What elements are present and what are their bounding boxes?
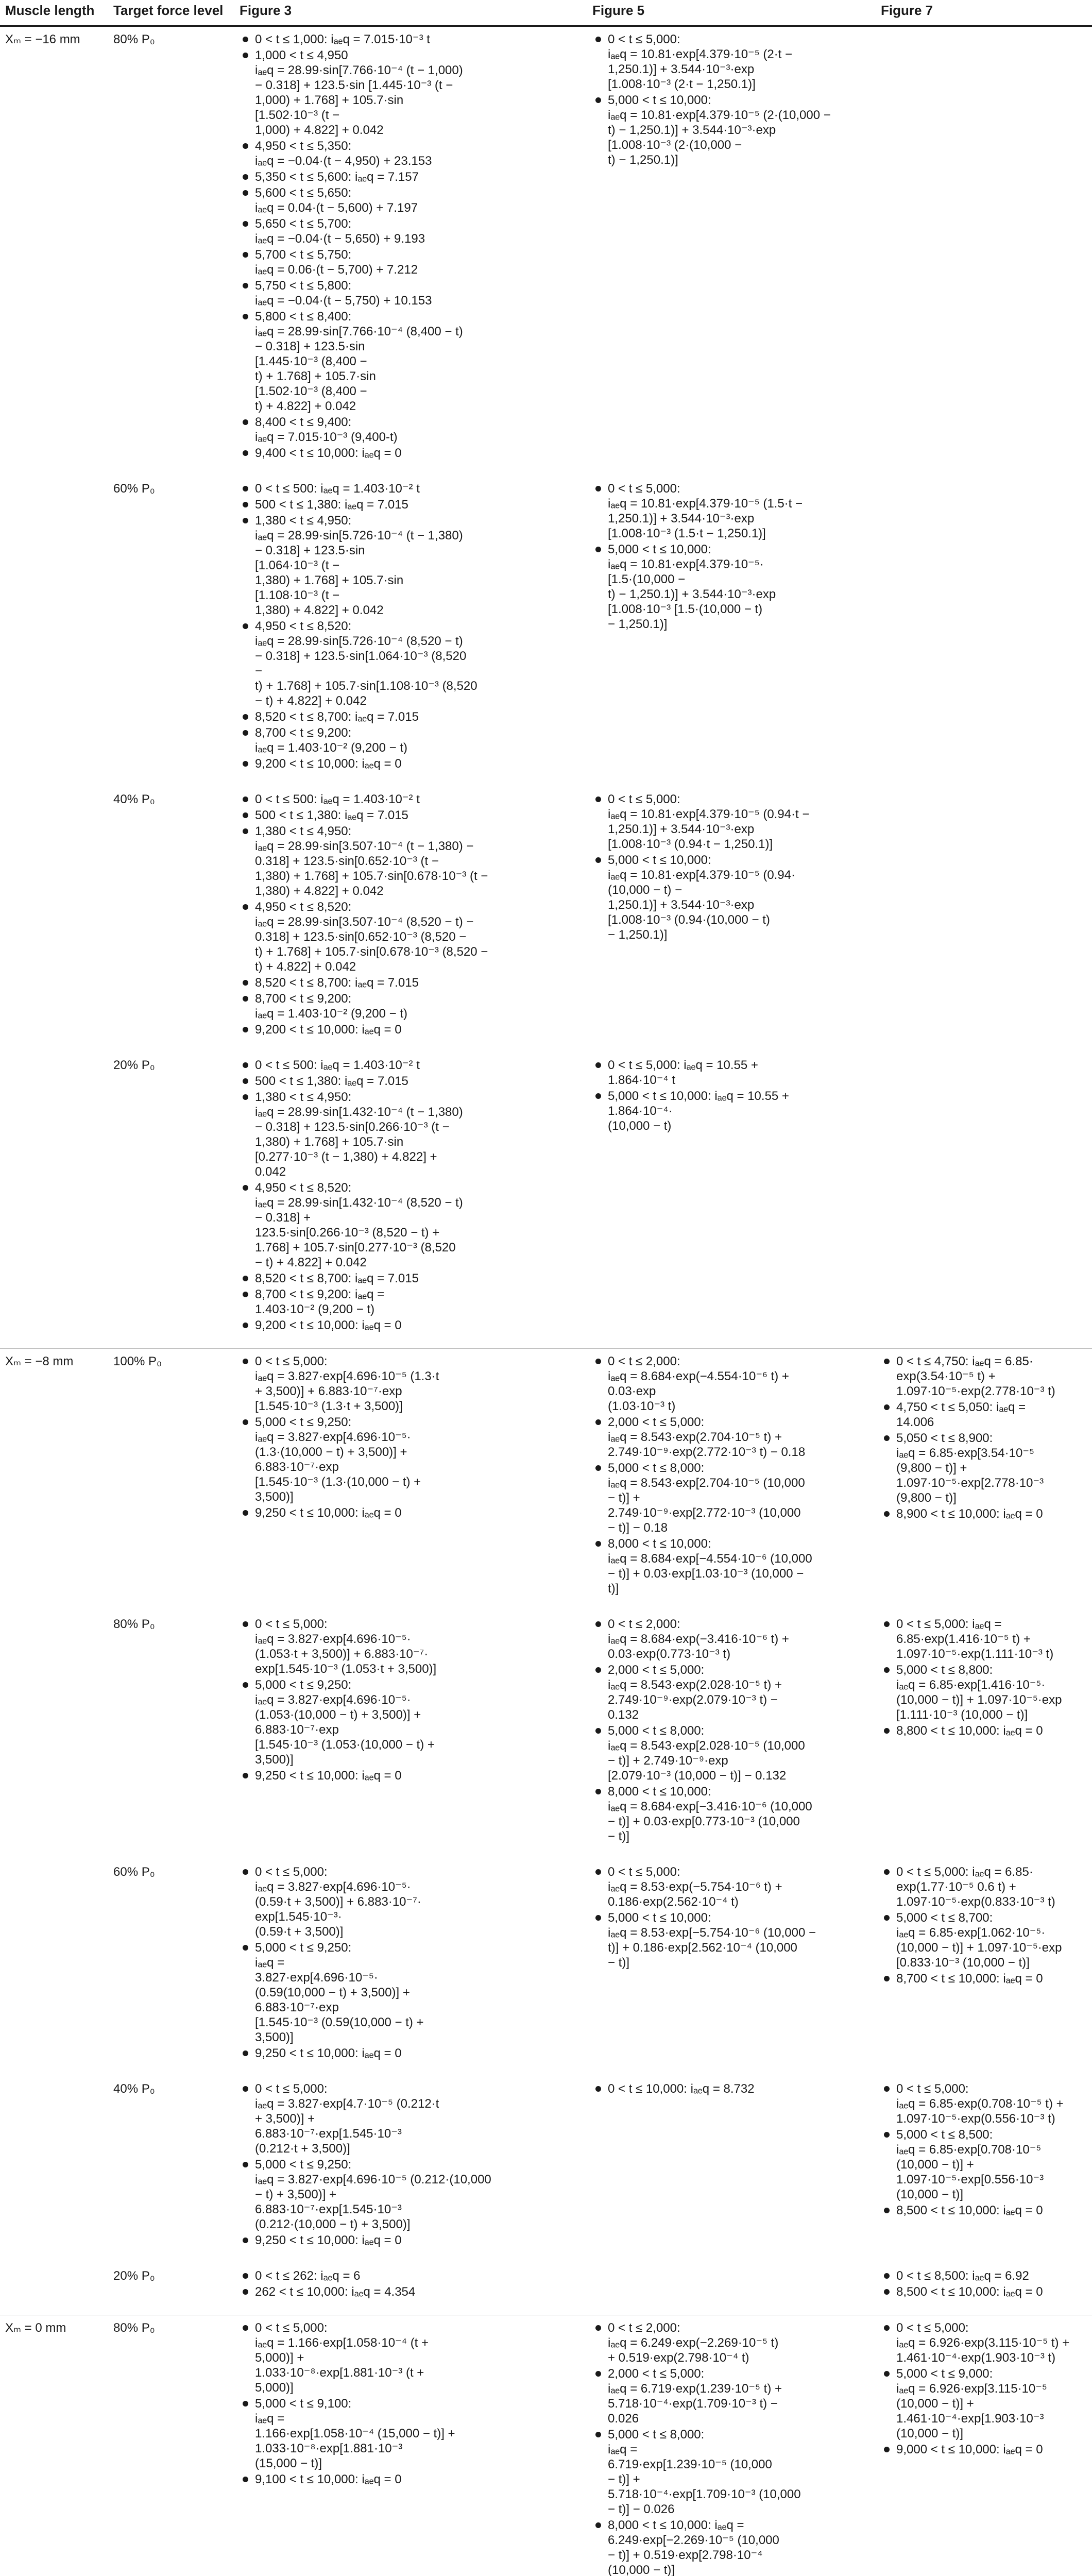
equation-item: 9,250 < t ≤ 10,000: iₐₑq = 0 [240,1768,582,1783]
equation-list [592,1617,871,1844]
equation-item: 0 < t ≤ 500: iₐₑq = 1.403·10⁻² t [240,792,582,807]
equation-item: 5,000 < t ≤ 9,100: iₐₑq = 1.166·exp[1.058·10⁻⁴ (15,000 − t)] + 1.033·10⁻⁸·exp[1.881·10⁻³ (15,000 − t)] [240,2396,582,2471]
equation-item: 5,000 < t ≤ 10,000: iₐₑq = 10.81·exp[4.379·10⁻⁵· [1.5·(10,000 − t) − 1,250.1)] + 3.544·10⁻³·exp [1.008·10⁻³ [1.5·(10,000 − t) − 1,250.1)] [592,542,871,632]
equation-item: 262 < t ≤ 10,000: iₐₑq = 4.354 [240,2284,582,2299]
equation-item: 5,350 < t ≤ 5,600: iₐₑq = 7.157 [240,170,582,184]
equation-item: 5,600 < t ≤ 5,650: iₐₑq = 0.04·(t − 5,600) + 7.197 [240,185,582,215]
equation-item: 9,200 < t ≤ 10,000: iₐₑq = 0 [240,1318,582,1333]
equation-item: 5,050 < t ≤ 8,900: iₐₑq = 6.85·exp[3.54·10⁻⁵ (9,800 − t)] + 1.097·10⁻⁵·exp[2.778·10⁻³ (9,800 − t)] [881,1431,1087,1505]
cell-fig3-equations [234,2315,587,2576]
cell-fig7-equations [876,2076,1092,2263]
equation-item: 5,000 < t ≤ 8,700: iₐₑq = 6.85·exp[1.062·10⁻⁵· (10,000 − t)] + 1.097·10⁻⁵·exp [0.833·10⁻³ (10,000 − t)] [881,1910,1087,1970]
equation-item: 0 < t ≤ 2,000: iₐₑq = 8.684·exp(−4.554·10⁻⁶ t) + 0.03·exp (1.03·10⁻³ t) [592,1354,871,1414]
equation-list [881,2268,1087,2299]
equation-item: 0 < t ≤ 2,000: iₐₑq = 8.684·exp(−3.416·10⁻⁶ t) + 0.03·exp(0.773·10⁻³ t) [592,1617,871,1662]
equation-item: 4,950 < t ≤ 8,520: iₐₑq = 28.99·sin[5.726·10⁻⁴ (8,520 − t) − 0.318] + 123.5·sin[1.064·10⁻³ (8,520 − t) + 1.768] + 105.7·sin[1.108·10⁻³ (8,520 − t) + 4.822] + 0.042 [240,619,582,708]
equation-list [240,1865,582,2061]
table-row [0,26,1092,477]
equation-item: 5,000 < t ≤ 10,000: iₐₑq = 10.81·exp[4.379·10⁻⁵ (2·(10,000 − t) − 1,250.1)] + 3.544·10⁻³·exp [1.008·10⁻³ (2·(10,000 − t) − 1,250.1)] [592,93,871,167]
equation-item: 5,000 < t ≤ 9,000: iₐₑq = 6.926·exp[3.115·10⁻⁵ (10,000 − t)] + 1.461·10⁻⁴·exp[1.903·10⁻³ (10,000 − t)] [881,2366,1087,2441]
equation-item: 4,750 < t ≤ 5,050: iₐₑq = 14.006 [881,1400,1087,1430]
cell-fig5-equations [587,1349,876,1612]
header-figure-5: Figure 5 [587,0,876,26]
equation-list [240,2320,582,2487]
equation-list [592,1354,871,1596]
cell-fig5-equations [587,787,876,1053]
equation-list [592,1865,871,1970]
equation-item: 0 < t ≤ 5,000: iₐₑq = 10.81·exp[4.379·10⁻⁵ (0.94·t − 1,250.1)] + 3.544·10⁻³·exp [1.008·10⁻³ (0.94·t − 1,250.1)] [592,792,871,852]
equation-list [881,1354,1087,1521]
cell-muscle-length: Xₘ = 0 mm [0,2315,108,2576]
cell-target-force: 40% P₀ [113,792,155,806]
equation-item: 0 < t ≤ 4,750: iₐₑq = 6.85· exp(3.54·10⁻⁵ t) + 1.097·10⁻⁵·exp(2.778·10⁻³ t) [881,1354,1087,1399]
equation-item: 9,100 < t ≤ 10,000: iₐₑq = 0 [240,2472,582,2487]
equation-list [240,1354,582,1520]
equation-item: 5,000 < t ≤ 8,000: iₐₑq = 8.543·exp[2.028·10⁻⁵ (10,000 − t)] + 2.749·10⁻⁹·exp [2.079·10⁻³ (10,000 − t)] − 0.132 [592,1723,871,1783]
equation-item: 5,000 < t ≤ 8,000: iₐₑq = 6.719·exp[1.239·10⁻⁵ (10,000 − t)] + 5.718·10⁻⁴·exp[1.709·10⁻³ (10,000 − t)] − 0.026 [592,2427,871,2517]
equation-item: 8,900 < t ≤ 10,000: iₐₑq = 0 [881,1506,1087,1521]
cell-fig7-equations [876,26,1092,477]
equation-list [592,2320,871,2576]
cell-fig3-equations [234,1612,587,1859]
cell-muscle-length: Xₘ = −16 mm [0,26,108,477]
equation-list [240,1617,582,1783]
cell-target-force: 20% P₀ [113,1058,155,1072]
equation-item: 0 < t ≤ 5,000: iₐₑq = 10.55 + 1.864·10⁻⁴ t [592,1058,871,1088]
equation-item: 5,000 < t ≤ 8,800: iₐₑq = 6.85·exp[1.416·10⁻⁵· (10,000 − t)] + 1.097·10⁻⁵·exp [1.111·10⁻³ (10,000 − t)] [881,1663,1087,1722]
cell-muscle-length [0,2076,108,2263]
cell-target-force: 80% P₀ [113,1617,155,1631]
cell-fig3-equations [234,2076,587,2263]
equation-list [240,1058,582,1333]
equation-item: 4,950 < t ≤ 8,520: iₐₑq = 28.99·sin[1.432·10⁻⁴ (8,520 − t) − 0.318] + 123.5·sin[0.266·10⁻³ (8,520 − t) + 1.768] + 105.7·sin[0.277·10⁻³ (8,520 − t) + 4.822] + 0.042 [240,1180,582,1270]
equation-item: 5,000 < t ≤ 10,000: iₐₑq = 8.53·exp[−5.754·10⁻⁶ (10,000 − t)] + 0.186·exp[2.562·10⁻⁴ (10,000 − t)] [592,1910,871,1970]
equation-list [592,481,871,632]
cell-target-force: 60% P₀ [113,482,155,496]
equation-item: 8,700 < t ≤ 9,200: iₐₑq = 1.403·10⁻² (9,200 − t) [240,991,582,1021]
equation-item: 5,000 < t ≤ 9,250: iₐₑq = 3.827·exp[4.696·10⁻⁵· (1.3·(10,000 − t) + 3,500)] + 6.883·10⁻⁷·exp [1.545·10⁻³ (1.3·(10,000 − t) + 3,500)] [240,1415,582,1504]
equation-item: 1,000 < t ≤ 4,950 iₐₑq = 28.99·sin[7.766·10⁻⁴ (t − 1,000) − 0.318] + 123.5·sin [1.445·10⁻³ (t − 1,000) + 1.768] + 105.7·sin [1.502·10⁻³ (t − 1,000) + 4.822] + 0.042 [240,48,582,138]
equation-item: 9,250 < t ≤ 10,000: iₐₑq = 0 [240,2233,582,2248]
cell-muscle-length [0,1053,108,1349]
equation-item: 8,800 < t ≤ 10,000: iₐₑq = 0 [881,1723,1087,1738]
cell-fig7-equations [876,1612,1092,1859]
equation-item: 500 < t ≤ 1,380: iₐₑq = 7.015 [240,497,582,512]
equation-list [592,32,871,167]
equation-item: 4,950 < t ≤ 8,520: iₐₑq = 28.99·sin[3.507·10⁻⁴ (8,520 − t) − 0.318] + 123.5·sin[0.652·10⁻³ (8,520 − t) + 1.768] + 105.7·sin[0.678·10⁻³ (8,520 − t) + 4.822] + 0.042 [240,900,582,974]
table-header [0,0,1092,26]
equation-item: 9,400 < t ≤ 10,000: iₐₑq = 0 [240,446,582,461]
cell-muscle-length [0,2263,108,2315]
equation-item: 5,000 < t ≤ 9,250: iₐₑq = 3.827·exp[4.696·10⁻⁵ (0.212·(10,000 − t) + 3,500)] + 6.883·10⁻⁷·exp[1.545·10⁻³ (0.212·(10,000 − t) + 3,500)] [240,2157,582,2232]
equation-item: 8,000 < t ≤ 10,000: iₐₑq = 8.684·exp[−4.554·10⁻⁶ (10,000 − t)] + 0.03·exp[1.03·10⁻³ (10,000 − t)] [592,1536,871,1596]
equation-item: 8,400 < t ≤ 9,400: iₐₑq = 7.015·10⁻³ (9,400-t) [240,415,582,445]
equation-item: 0 < t ≤ 5,000: iₐₑq = 6.85· exp(1.77·10⁻⁵ 0.6 t) + 1.097·10⁻⁵·exp(0.833·10⁻³ t) [881,1865,1087,1909]
equation-item: 500 < t ≤ 1,380: iₐₑq = 7.015 [240,808,582,823]
equation-item: 0 < t ≤ 262: iₐₑq = 6 [240,2268,582,2283]
cell-muscle-length: Xₘ = −8 mm [0,1349,108,1612]
equation-item: 0 < t ≤ 5,000: iₐₑq = 3.827·exp[4.696·10⁻⁵· (1.053·t + 3,500)] + 6.883·10⁻⁷· exp[1.545·10⁻³ (1.053·t + 3,500)] [240,1617,582,1676]
equation-item: 2,000 < t ≤ 5,000: iₐₑq = 6.719·exp(1.239·10⁻⁵ t) + 5.718·10⁻⁴·exp(1.709·10⁻³ t) − 0.026 [592,2366,871,2426]
cell-fig7-equations [876,1349,1092,1612]
equation-item: 8,000 < t ≤ 10,000: iₐₑq = 8.684·exp[−3.416·10⁻⁶ (10,000 − t)] + 0.03·exp[0.773·10⁻³ (10,000 − t)] [592,1784,871,1844]
cell-muscle-length [0,787,108,1053]
equation-item: 1,380 < t ≤ 4,950: iₐₑq = 28.99·sin[5.726·10⁻⁴ (t − 1,380) − 0.318] + 123.5·sin [1.064·10⁻³ (t − 1,380) + 1.768] + 105.7·sin [1.108·10⁻³ (t − 1,380) + 4.822] + 0.042 [240,513,582,618]
cell-fig3-equations [234,476,587,787]
equation-item: 0 < t ≤ 5,000: iₐₑq = 10.81·exp[4.379·10⁻⁵ (2·t − 1,250.1)] + 3.544·10⁻³·exp [1.008·10⁻³ (2·t − 1,250.1)] [592,32,871,92]
cell-fig5-equations [587,1612,876,1859]
header-figure-3: Figure 3 [234,0,587,26]
table-row [0,2263,1092,2315]
equation-item: 0 < t ≤ 2,000: iₐₑq = 6.249·exp(−2.269·10⁻⁵ t) + 0.519·exp(2.798·10⁻⁴ t) [592,2320,871,2365]
table-body [0,26,1092,2576]
cell-fig3-equations [234,2263,587,2315]
cell-fig7-equations [876,1053,1092,1349]
cell-fig7-equations [876,1859,1092,2076]
equation-item: 9,200 < t ≤ 10,000: iₐₑq = 0 [240,756,582,771]
equation-list [240,32,582,461]
equation-item: 0 < t ≤ 5,000: iₐₑq = 3.827·exp[4.696·10⁻⁵· (0.59·t + 3,500)] + 6.883·10⁻⁷· exp[1.545·10⁻³· (0.59·t + 3,500)] [240,1865,582,1939]
equation-item: 0 < t ≤ 5,000: iₐₑq = 3.827·exp[4.7·10⁻⁵ (0.212·t + 3,500)] + 6.883·10⁻⁷·exp[1.545·10⁻³ (0.212·t + 3,500)] [240,2081,582,2156]
cell-target-force: 80% P₀ [108,2315,234,2576]
equation-item: 5,700 < t ≤ 5,750: iₐₑq = 0.06·(t − 5,700) + 7.212 [240,247,582,277]
cell-target-force: 60% P₀ [113,1865,155,1879]
cell-fig5-equations [587,26,876,477]
equation-list [881,2081,1087,2218]
equation-list [881,1865,1087,1986]
equation-item: 4,950 < t ≤ 5,350: iₐₑq = −0.04·(t − 4,950) + 23.153 [240,139,582,168]
cell-fig7-equations [876,476,1092,787]
cell-fig5-equations [587,1053,876,1349]
equation-item: 0 < t ≤ 1,000: iₐₑq = 7.015·10⁻³ t [240,32,582,47]
cell-fig3-equations [234,1349,587,1612]
equation-item: 8,700 < t ≤ 10,000: iₐₑq = 0 [881,1971,1087,1986]
equation-list [592,792,871,942]
equation-item: 5,800 < t ≤ 8,400: iₐₑq = 28.99·sin[7.766·10⁻⁴ (8,400 − t) − 0.318] + 123.5·sin [1.445·10⁻³ (8,400 − t) + 1.768] + 105.7·sin [1.502·10⁻³ (8,400 − t) + 4.822] + 0.042 [240,309,582,414]
equation-item: 0 < t ≤ 5,000: iₐₑq = 10.81·exp[4.379·10⁻⁵ (1.5·t − 1,250.1)] + 3.544·10⁻³·exp [1.008·10⁻³ (1.5·t − 1,250.1)] [592,481,871,541]
cell-fig5-equations [587,2076,876,2263]
cell-fig7-equations [876,787,1092,1053]
equation-item: 2,000 < t ≤ 5,000: iₐₑq = 8.543·exp(2.028·10⁻⁵ t) + 2.749·10⁻⁹·exp(2.079·10⁻³ t) − 0.132 [592,1663,871,1722]
equation-item: 9,250 < t ≤ 10,000: iₐₑq = 0 [240,2046,582,2061]
equation-item: 0 < t ≤ 5,000: iₐₑq = 6.85·exp(1.416·10⁻⁵ t) + 1.097·10⁻⁵·exp(1.111·10⁻³ t) [881,1617,1087,1662]
equation-item: 0 < t ≤ 5,000: iₐₑq = 8.53·exp(−5.754·10⁻⁶ t) + 0.186·exp(2.562·10⁻⁴ t) [592,1865,871,1909]
equation-list [592,1058,871,1133]
table-row [0,1349,1092,1612]
table-row [0,476,1092,787]
cell-fig7-equations [876,2263,1092,2315]
equation-item: 1,380 < t ≤ 4,950: iₐₑq = 28.99·sin[3.507·10⁻⁴ (t − 1,380) − 0.318] + 123.5·sin[0.652·10⁻³ (t − 1,380) + 1.768] + 105.7·sin[0.678·10⁻³ (t − 1,380) + 4.822] + 0.042 [240,824,582,899]
equation-item: 5,000 < t ≤ 8,000: iₐₑq = 8.543·exp[2.704·10⁻⁵ (10,000 − t)] + 2.749·10⁻⁹·exp[2.772·10⁻³ (10,000 − t)] − 0.18 [592,1461,871,1535]
equation-item: 5,650 < t ≤ 5,700: iₐₑq = −0.04·(t − 5,650) + 9.193 [240,216,582,246]
equation-list [881,1617,1087,1738]
cell-muscle-length [0,1859,108,2076]
cell-muscle-length [0,1612,108,1859]
equation-item: 5,000 < t ≤ 8,500: iₐₑq = 6.85·exp[0.708·10⁻⁵ (10,000 − t)] + 1.097·10⁻⁵·exp[0.556·10⁻³ (10,000 − t)] [881,2127,1087,2202]
cell-fig5-equations [587,476,876,787]
cell-fig5-equations [587,1859,876,2076]
equation-item: 5,000 < t ≤ 10,000: iₐₑq = 10.81·exp[4.379·10⁻⁵ (0.94· (10,000 − t) − 1,250.1)] + 3.544·10⁻³·exp [1.008·10⁻³ (0.94·(10,000 − t) − 1,250.1)] [592,853,871,942]
equation-item: 5,750 < t ≤ 5,800: iₐₑq = −0.04·(t − 5,750) + 10.153 [240,278,582,308]
equation-item: 2,000 < t ≤ 5,000: iₐₑq = 8.543·exp(2.704·10⁻⁵ t) + 2.749·10⁻⁹·exp(2.772·10⁻³ t) − 0.18 [592,1415,871,1460]
equation-item: 0 < t ≤ 500: iₐₑq = 1.403·10⁻² t [240,481,582,496]
table-row [0,2076,1092,2263]
equation-item: 8,000 < t ≤ 10,000: iₐₑq = 6.249·exp[−2.269·10⁻⁵ (10,000 − t)] + 0.519·exp[2.798·10⁻⁴ (10,000 − t)] [592,2518,871,2576]
header-figure-7: Figure 7 [876,0,1092,26]
equation-item: 0 < t ≤ 5,000: iₐₑq = 6.926·exp(3.115·10⁻⁵ t) + 1.461·10⁻⁴·exp(1.903·10⁻³ t) [881,2320,1087,2365]
equation-item: 8,700 < t ≤ 9,200: iₐₑq = 1.403·10⁻² (9,200 − t) [240,725,582,755]
equation-item: 0 < t ≤ 5,000: iₐₑq = 1.166·exp[1.058·10⁻⁴ (t + 5,000)] + 1.033·10⁻⁸·exp[1.881·10⁻³ (t + 5,000)] [240,2320,582,2395]
header-row [0,0,1092,26]
equation-item: 500 < t ≤ 1,380: iₐₑq = 7.015 [240,1074,582,1089]
equation-item: 9,200 < t ≤ 10,000: iₐₑq = 0 [240,1022,582,1037]
cell-target-force: 80% P₀ [108,26,234,477]
equation-item: 9,250 < t ≤ 10,000: iₐₑq = 0 [240,1505,582,1520]
equation-item: 0 < t ≤ 5,000: iₐₑq = 6.85·exp(0.708·10⁻⁵ t) + 1.097·10⁻⁵·exp(0.556·10⁻³ t) [881,2081,1087,2126]
equation-list [240,2268,582,2299]
cell-fig3-equations [234,787,587,1053]
table-row [0,2315,1092,2576]
cell-fig7-equations [876,2315,1092,2576]
table-row [0,1859,1092,2076]
equation-item: 1,380 < t ≤ 4,950: iₐₑq = 28.99·sin[1.432·10⁻⁴ (t − 1,380) − 0.318] + 123.5·sin[0.266·10⁻³ (t − 1,380) + 1.768] + 105.7·sin [0.277·10⁻³ (t − 1,380) + 4.822] + 0.042 [240,1090,582,1179]
equation-item: 5,000 < t ≤ 9,250: iₐₑq = 3.827·exp[4.696·10⁻⁵· (1.053·(10,000 − t) + 3,500)] + 6.883·10⁻⁷·exp [1.545·10⁻³ (1.053·(10,000 − t) + 3,500)] [240,1677,582,1767]
equation-list [240,481,582,771]
equation-item: 8,500 < t ≤ 10,000: iₐₑq = 0 [881,2203,1087,2218]
equation-item: 5,000 < t ≤ 9,250: iₐₑq = 3.827·exp[4.696·10⁻⁵· (0.59(10,000 − t) + 3,500)] + 6.883·10⁻⁷·exp [1.545·10⁻³ (0.59(10,000 − t) + 3,500)] [240,1940,582,2045]
cell-target-force: 20% P₀ [113,2269,155,2283]
equation-item: 8,520 < t ≤ 8,700: iₐₑq = 7.015 [240,709,582,724]
table-row [0,787,1092,1053]
equation-item: 0 < t ≤ 8,500: iₐₑq = 6.92 [881,2268,1087,2283]
equation-item: 0 < t ≤ 500: iₐₑq = 1.403·10⁻² t [240,1058,582,1073]
equation-item: 0 < t ≤ 10,000: iₐₑq = 8.732 [592,2081,871,2096]
equation-item: 8,700 < t ≤ 9,200: iₐₑq = 1.403·10⁻² (9,200 − t) [240,1287,582,1317]
equation-item: 8,500 < t ≤ 10,000: iₐₑq = 0 [881,2284,1087,2299]
table-row [0,1612,1092,1859]
equation-item: 5,000 < t ≤ 10,000: iₐₑq = 10.55 + 1.864·10⁻⁴· (10,000 − t) [592,1089,871,1133]
equation-item: 9,000 < t ≤ 10,000: iₐₑq = 0 [881,2442,1087,2457]
cell-fig3-equations [234,26,587,477]
equation-item: 8,520 < t ≤ 8,700: iₐₑq = 7.015 [240,975,582,990]
table-row [0,1053,1092,1349]
equation-list [240,2081,582,2248]
cell-muscle-length [0,476,108,787]
header-muscle-length: Muscle length [0,0,108,26]
cell-fig3-equations [234,1859,587,2076]
cell-target-force: 40% P₀ [113,2082,155,2096]
header-target-force: Target force level [108,0,234,26]
equation-item: 0 < t ≤ 5,000: iₐₑq = 3.827·exp[4.696·10⁻⁵ (1.3·t + 3,500)] + 6.883·10⁻⁷·exp [1.545·10⁻³ (1.3·t + 3,500)] [240,1354,582,1414]
cell-target-force: 100% P₀ [108,1349,234,1612]
equation-list [592,2081,871,2096]
cell-fig5-equations [587,2315,876,2576]
equation-list [881,2320,1087,2457]
equation-list [240,792,582,1037]
cell-fig3-equations [234,1053,587,1349]
cell-fig5-equations [587,2263,876,2315]
equation-item: 8,520 < t ≤ 8,700: iₐₑq = 7.015 [240,1271,582,1286]
